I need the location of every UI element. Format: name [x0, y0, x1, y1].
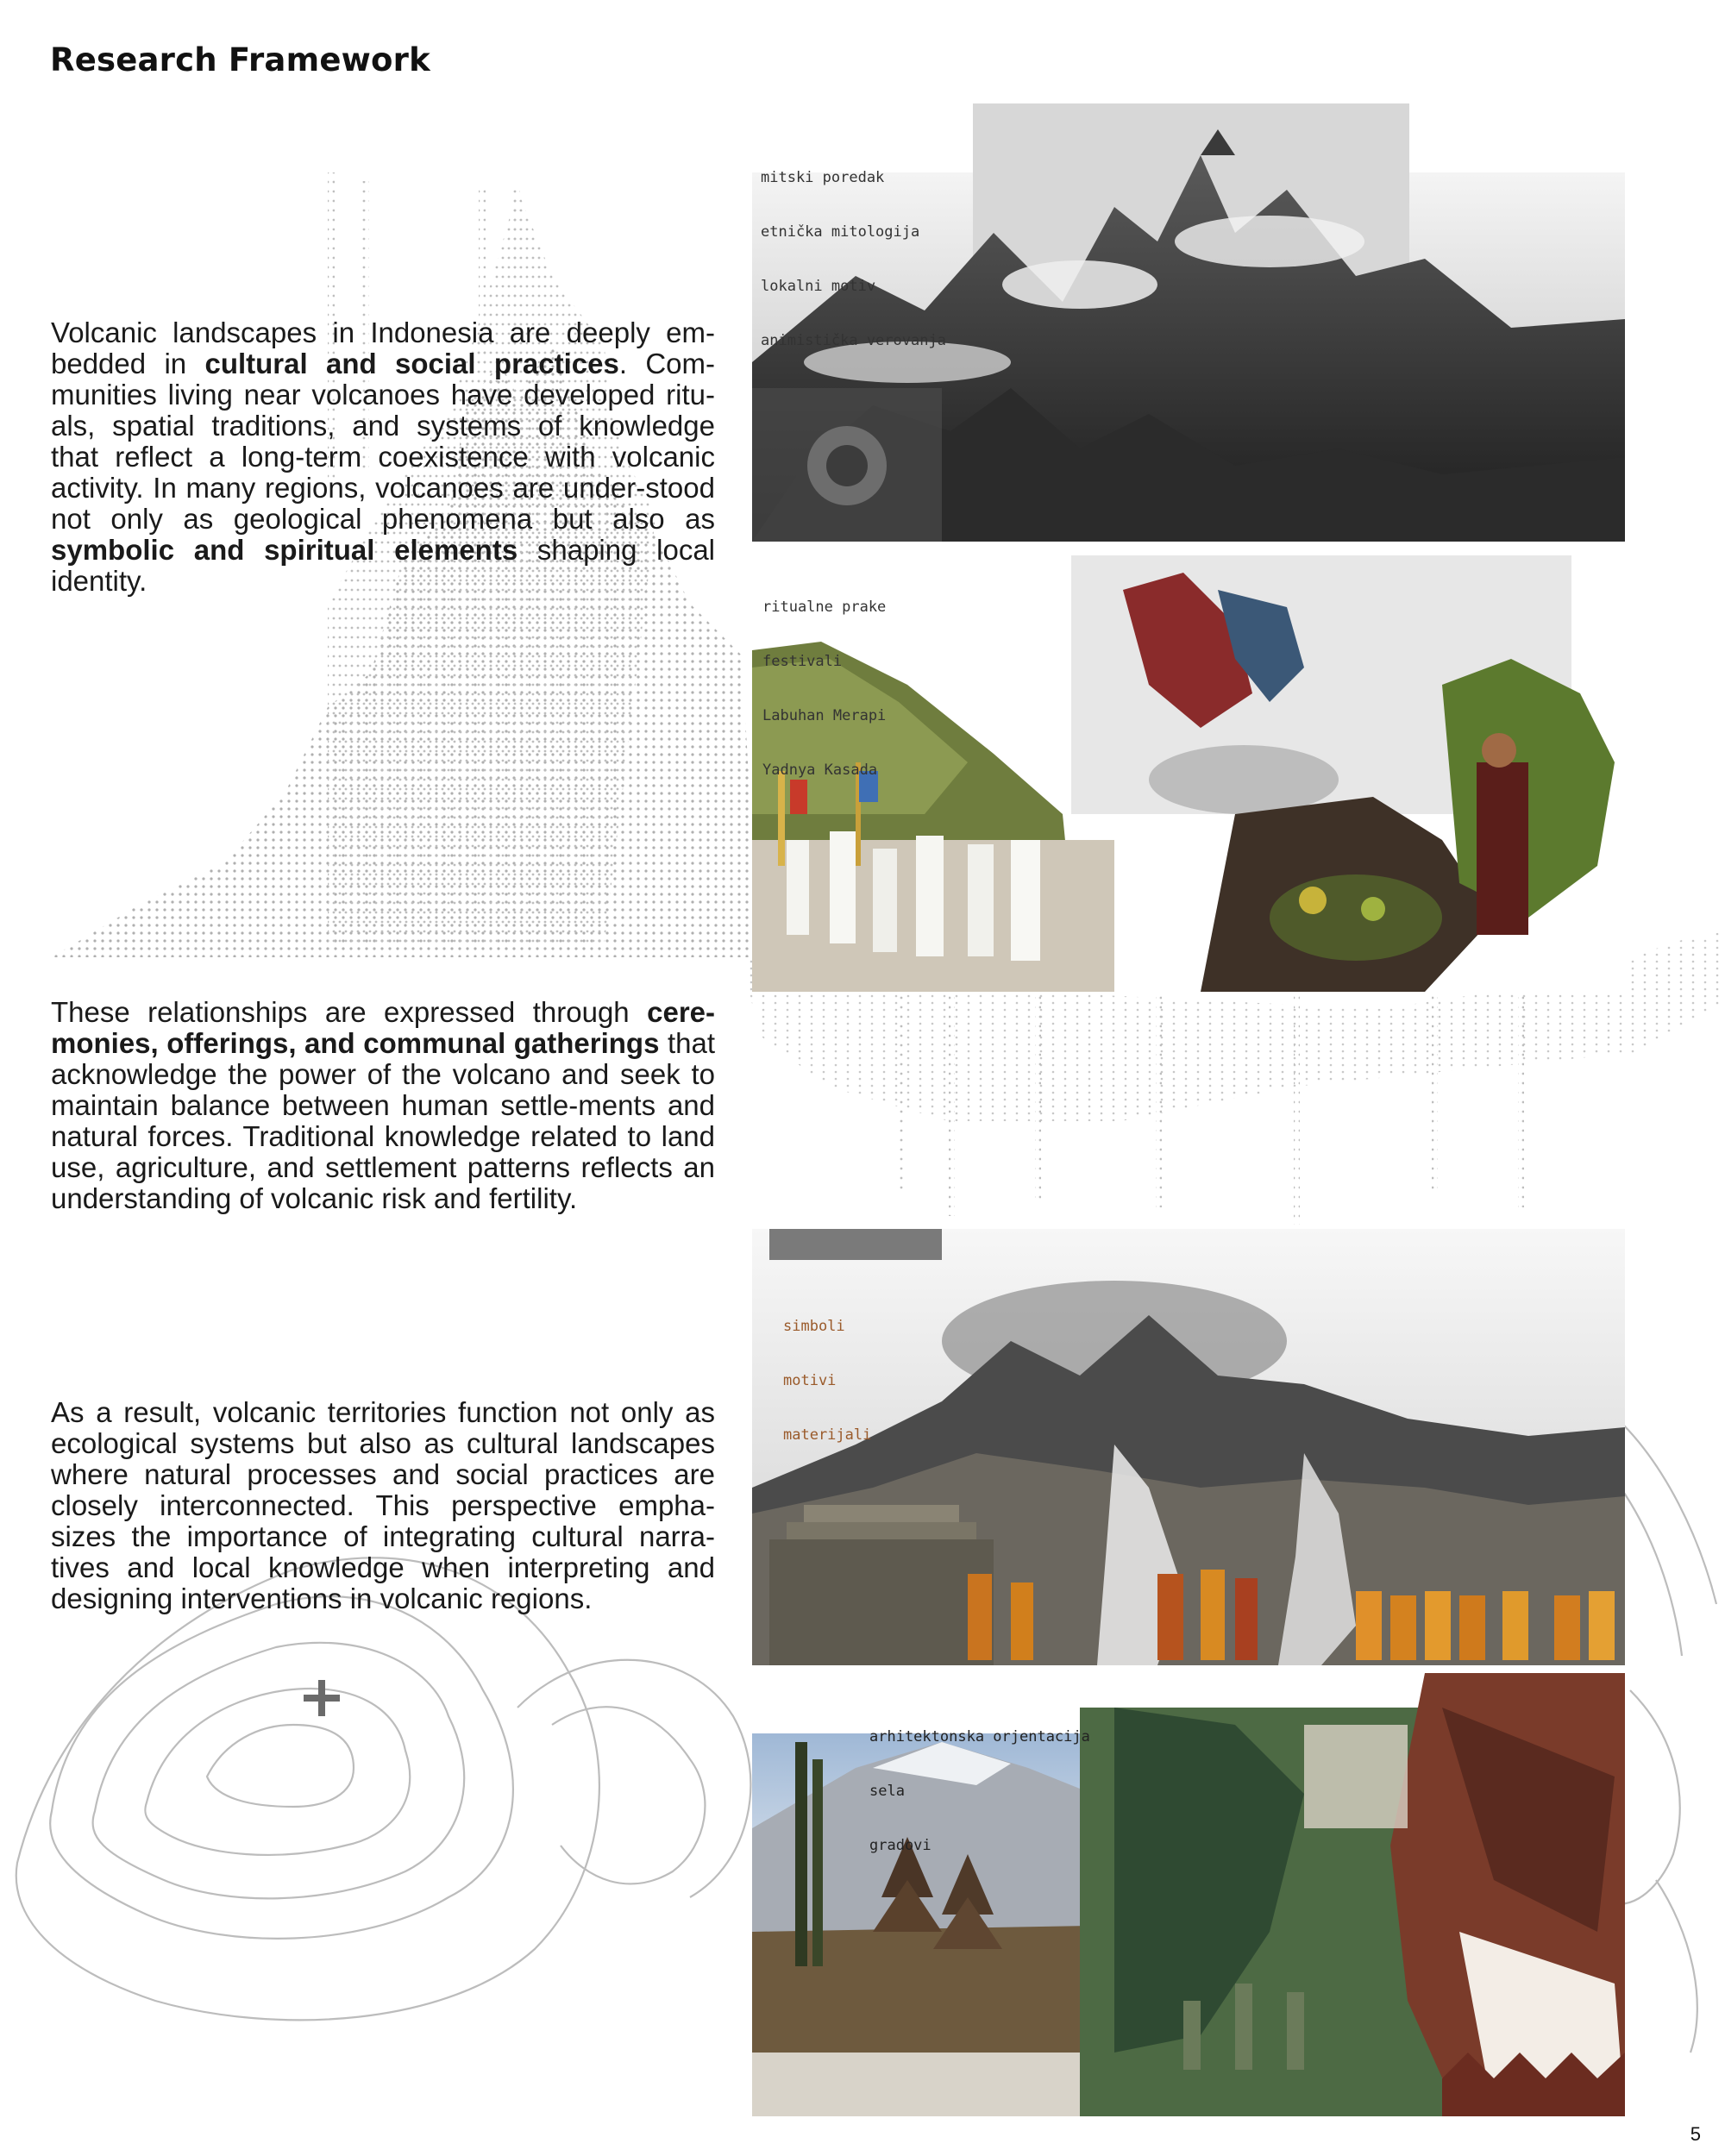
collage-rituals-labels — [762, 562, 886, 798]
paragraph-cultural-practices — [51, 317, 715, 597]
temple-terraces — [769, 1505, 994, 1665]
crosshair-plus-icon — [300, 1677, 343, 1720]
label-mythic-order: mitski poredak — [761, 169, 885, 186]
collage-symbols-labels — [783, 1282, 871, 1463]
label-yadnya-kasada: Yadnya Kasada — [762, 761, 878, 779]
paragraph-1-bold-2: symbolic and spiritual elements — [51, 534, 518, 566]
paragraph-cultural-landscapes — [51, 1397, 715, 1614]
paragraph-ceremonies — [51, 997, 715, 1214]
label-villages: sela — [869, 1783, 905, 1800]
paragraph-2-text-2: that acknowledge the power of the volcano and seek to maintain balance between human settle-ments and natural forces. Traditional knowledge related to land use, agriculture, and settlement patterns reflects an understanding of volcanic risk and fertility. — [51, 1027, 715, 1214]
page-title: Research Framework — [50, 41, 430, 78]
label-ethnic-mythology: etnička mitologija — [761, 223, 920, 241]
label-labuhan-merapi: Labuhan Merapi — [762, 707, 887, 724]
label-architectural-orientation: arhitektonska orjentacija — [869, 1728, 1090, 1745]
label-ritual-practices: ritualne prake — [762, 599, 887, 616]
paragraph-1-bold-1: cultural and social practices — [204, 348, 619, 379]
paragraph-3-text-1: As a result, volcanic territories function not only as ecological systems but also as cultural landscapes where natural processes and social practices are closely interconnected. This perspective empha-sizes the importance of integrating cultural narra-tives and local knowledge when interpreting and designing interventions in volcanic regions. — [51, 1396, 715, 1614]
label-animist-beliefs: animistička verovanja — [761, 332, 946, 349]
label-symbols: simboli — [783, 1318, 845, 1335]
collage-symbols-artwork — [752, 1229, 1625, 1665]
collage-symbols — [752, 1229, 1625, 1665]
label-local-motif: lokalni motiv — [761, 278, 876, 295]
paragraph-1-text-1: Volcanic landscapes in Indonesia are deeply em-bedded in — [51, 317, 715, 379]
label-festivals: festivali — [762, 653, 843, 670]
collage-mythology-labels — [761, 133, 946, 368]
label-towns: gradovi — [869, 1837, 932, 1854]
paragraph-1-text-3: shaping local identity. — [51, 534, 716, 597]
label-materials: materijali — [783, 1426, 872, 1444]
paragraph-2-text-1: These relationships are expressed through — [51, 996, 648, 1028]
label-motifs: motivi — [783, 1372, 837, 1389]
paragraph-1-text-2: . Com-munities living near volcanoes have developed ritu-als, spatial traditions, and systems of knowledge that reflect a long-term coexistence with volcanic activity. In many regions, volcanoes are under-stood not only as geological phenomena but also as — [51, 348, 716, 535]
collage-architecture-labels — [869, 1692, 1090, 1873]
paragraph-2-bold-1: cere-monies, offerings, and communal gatherings — [51, 996, 715, 1059]
page-number: 5 — [1690, 2123, 1701, 2145]
